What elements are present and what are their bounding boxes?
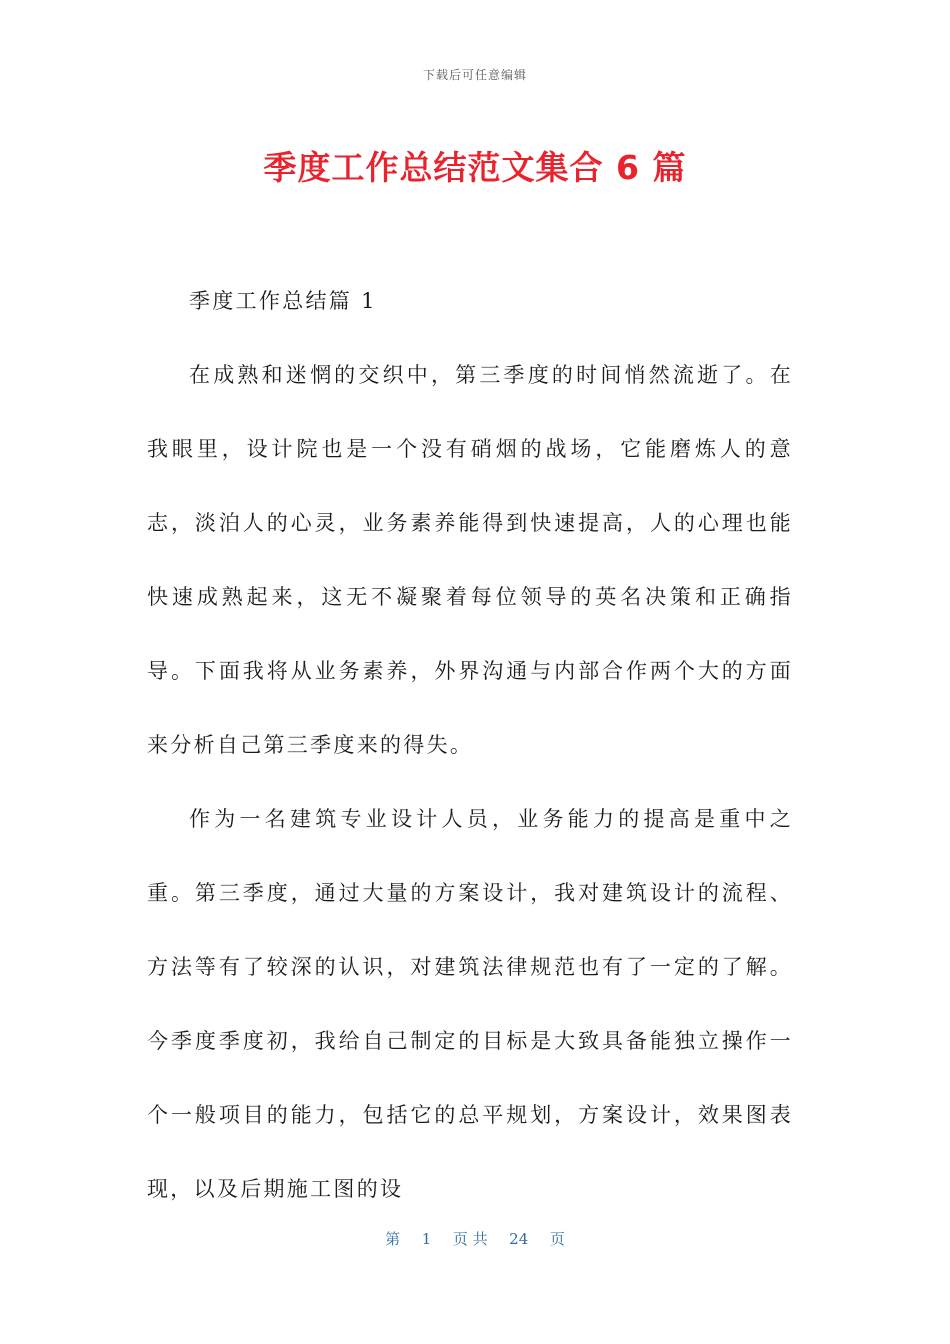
footer-mid: 页 共 [452, 1230, 488, 1248]
total-page-number: 24 [509, 1230, 529, 1248]
header-note: 下载后可任意编辑 [422, 68, 527, 82]
current-page-number: 1 [421, 1230, 432, 1248]
document-body [147, 264, 793, 1226]
footer-suffix: 页 [549, 1230, 565, 1248]
page-footer [0, 1228, 950, 1249]
footer-prefix: 第 [385, 1230, 401, 1248]
paragraph: 作为一名建筑专业设计人员，业务能力的提高是重中之重。第三季度，通过大量的方案设计，我对建筑设计的流程、方法等有了较深的认识，对建筑法律规范也有了一定的了解。今季度季度初，我给自己制定的目标是大致具备能独立操作一个一般项目的能力，包括它的总平规划，方案设计，效果图表现，以及后期施工图的设 [147, 807, 793, 1201]
section-heading: 季度工作总结篇 1 [189, 289, 377, 313]
paragraph: 在成熟和迷惘的交织中，第三季度的时间悄然流逝了。在我眼里，设计院也是一个没有硝烟的战场，它能磨炼人的意志，淡泊人的心灵，业务素养能得到快速提高，人的心理也能快速成熟起来，这无不凝聚着每位领导的英名决策和正确指导。下面我将从业务素养，外界沟通与内部合作两个大的方面来分析自己第三季度来的得失。 [147, 363, 793, 757]
document-title: 季度工作总结范文集合 6 篇 [263, 148, 687, 187]
